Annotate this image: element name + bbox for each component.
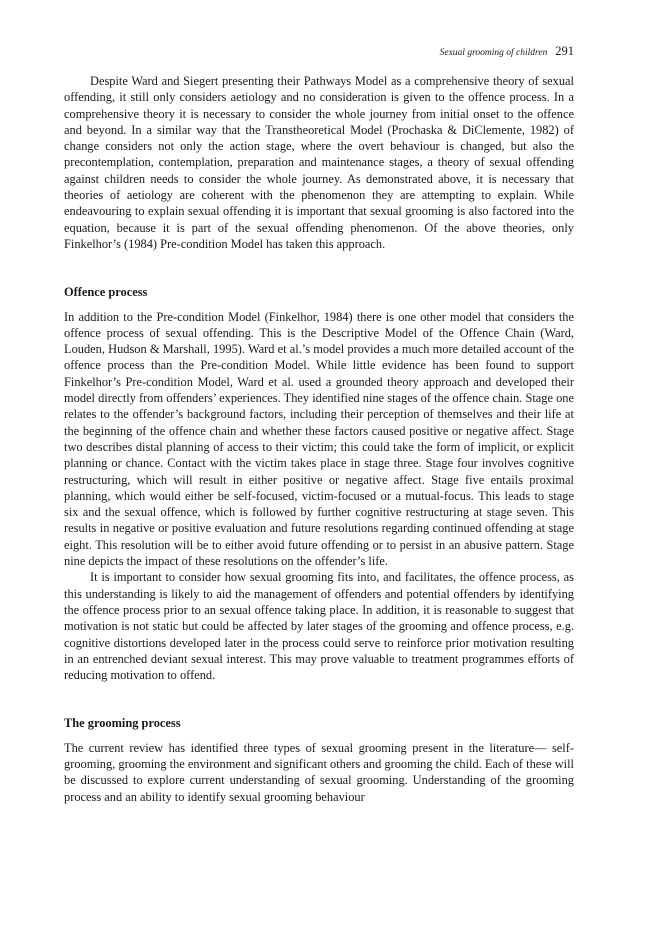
page-number: 291 bbox=[555, 44, 574, 58]
section-heading-offence-process: Offence process bbox=[64, 285, 148, 300]
paragraph-grooming-fit: It is important to consider how sexual grooming fits into, and facilitates, the offence process, as this understanding is likely to aid the management of offenders and potential offenders by identifying the offence process prior to an sexual offence taking place. In addition, it is reasonable to suggest that motivation is not static but could be affected by later stages of the grooming and offence process, e.g. cognitive distortions developed later in the process could serve to reinforce prior motivation resulting in an entrenched deviant sexual interest. This may prove valuable to treatment programmes efforts of reducing motivation to offend. bbox=[64, 570, 574, 683]
paragraph-offence-chain: In addition to the Pre-condition Model (Finkelhor, 1984) there is one other model that considers the offence process of sexual offending. This is the Descriptive Model of the Offence Chain (Ward, Louden, Hudson & Marshall, 1995). Ward et al.’s model provides a much more detailed account of the offence process than the Pre-condition Model. While little evidence has been found to support Finkelhor’s Pre-condition Model, Ward et al. used a grounded theory approach and developed their model directly from offenders’ experiences. They identified nine stages of the offence chain. Stage one relates to the offender’s background factors, including their perception of themselves and their life at the beginning of the offence chain and whether these factors caused positive or negative affect. Stage two describes distal planning of access to their victim; this could take the form of implicit, or explicit planning or chance. Contact with the victim takes place in stage three. Stage four involves cognitive restructuring, which will result in either positive or negative affect. Stage five entails proximal planning, which would either be self-focused, victim-focused or a mutual-focus. This leads to stage six and the sexual offence, which is followed by further cognitive restructuring at stage seven. This results in negative or positive evaluation and future resolutions regarding continued offending at stage eight. This resolution will be to either avoid future offending or to persist in an abusive pattern. Stage nine depicts the impact of these resolutions on the offender’s life. bbox=[64, 309, 574, 569]
paragraph-intro: Despite Ward and Siegert presenting their Pathways Model as a comprehensive theory of sexual offending, it still only considers aetiology and no consideration is given to the offence process. In a comprehensive theory it is necessary to consider the whole journey from initial onset to the offence and beyond. In a similar way that the Transtheoretical Model (Prochaska & DiClemente, 1982) of change considers not only the action stage, where the overt behaviour is changed, but also the precontemplation, contemplation, preparation and maintenance stages, a theory of sexual offending against children needs to consider the whole journey. As demonstrated above, it is necessary that theories of aetiology are coherent with the phenomenon they are attempting to explain. While endeavouring to explain sexual offending it is important that sexual grooming is also factored into the equation, because it is part of the sexual offending phenomenon. Of the above theories, only Finkelhor’s (1984) Pre-condition Model has taken this approach. bbox=[64, 74, 574, 251]
paragraph-grooming-types: The current review has identified three types of sexual grooming present in the literature— self-grooming, grooming the environment and significant others and grooming the child. Each of these will be discussed to explore current understanding of sexual grooming. Understanding of the grooming process and an ability to identify sexual grooming behaviour bbox=[64, 740, 574, 804]
running-header-title: Sexual grooming of children bbox=[439, 48, 548, 58]
running-header bbox=[440, 44, 574, 60]
section-heading-grooming-process: The grooming process bbox=[64, 716, 181, 731]
body-text bbox=[64, 73, 574, 805]
